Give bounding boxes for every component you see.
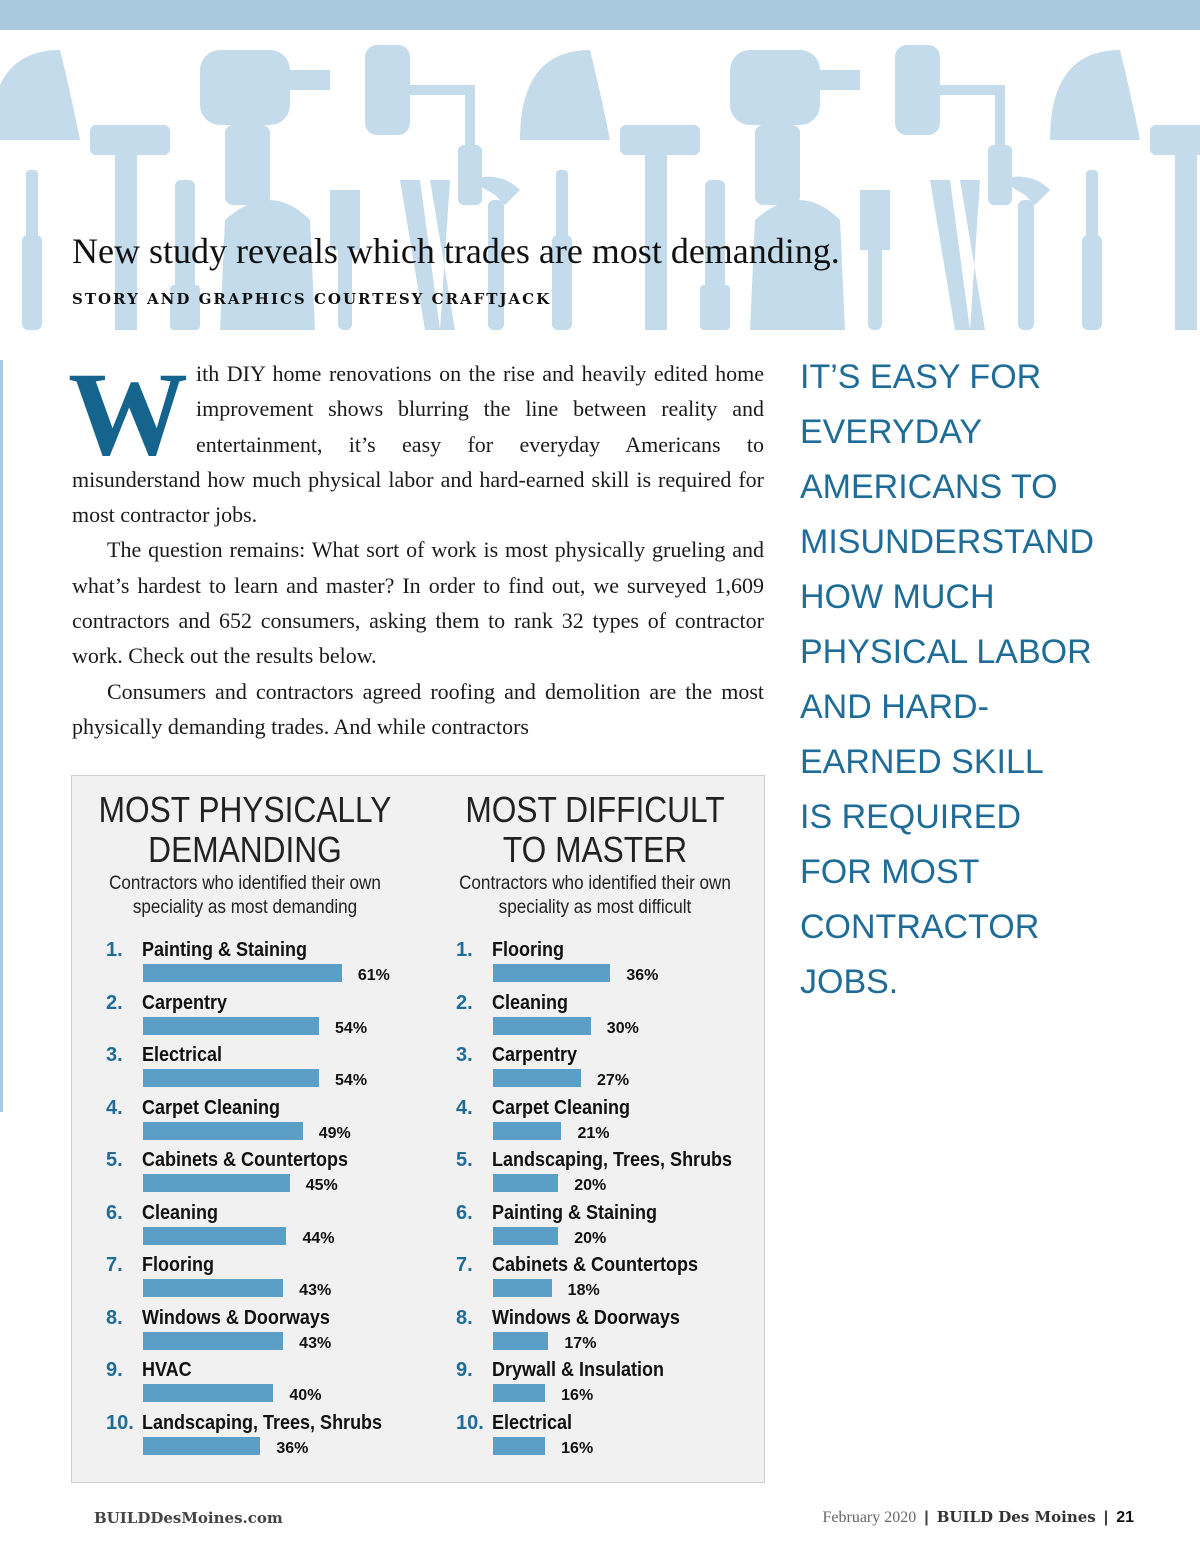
value-bar [143,1122,303,1140]
value-label: 44% [302,1229,335,1247]
footer-date: February 2020 [822,1509,917,1526]
value-bar [143,964,342,982]
hardhat-icon [0,50,80,140]
value-label: 16% [561,1387,594,1404]
value-bar [493,1384,545,1402]
value-label: 21% [577,1124,610,1142]
chart-row [422,1359,768,1411]
rank-number: 8. [456,1306,473,1329]
chart-subtitle: Contractors who identified their own speciality as most difficult [459,873,731,918]
value-bar [143,1279,283,1297]
category-label: Cabinets & Countertops [142,1149,349,1171]
rank-number: 10. [456,1411,484,1434]
chart-row [422,1044,768,1096]
value-label: 54% [335,1072,368,1089]
value-bar [143,1227,286,1245]
category-label: Flooring [142,1254,214,1276]
rank-number: 9. [456,1359,473,1381]
pull-quote-line: IT’S EASY FOR [800,358,1042,396]
pull-quote-line: EVERYDAY [800,413,983,451]
footer-magazine-name: BUILD Des Moines [936,1508,1096,1526]
rank-number: 2. [456,991,473,1014]
category-label: Carpentry [492,1044,578,1066]
footer-separator: | [924,1509,929,1526]
pull-quote-line: FOR MOST [800,853,980,891]
article-body [68,347,764,744]
left-accent-rule [0,360,3,1112]
category-label: Landscaping, Trees, Shrubs [142,1411,383,1434]
chart-row [422,1307,768,1359]
value-label: 61% [357,967,390,984]
value-label: 40% [289,1387,322,1404]
rank-number: 10. [106,1411,134,1434]
chart-row [422,1202,768,1254]
rank-number: 3. [106,1044,123,1066]
category-label: Carpet Cleaning [492,1096,631,1119]
value-label: 18% [567,1282,600,1299]
value-label: 43% [299,1334,332,1352]
rankings-chart-box [71,775,765,1483]
headline: New study reveals which trades are most demanding. [72,231,840,271]
value-label: 27% [597,1072,630,1089]
value-label: 43% [299,1282,332,1299]
category-label: Electrical [142,1044,223,1066]
pull-quote-line: MISUNDERSTAND [800,523,1095,561]
page-number: 21 [1116,1509,1134,1526]
value-label: 20% [574,1177,607,1194]
screwdriver-icon [22,170,42,330]
value-label: 36% [626,967,659,984]
pull-quote-line: PHYSICAL LABOR [800,633,1092,671]
chart-row [72,1307,418,1359]
chart-row [422,1254,768,1306]
category-label: Cleaning [142,1201,219,1224]
pull-quote-line: AMERICANS TO [800,468,1058,506]
article-paragraph-2: The question remains: What sort of work is most physically grueling and what’s hardest to learn and master? In order to find out, we surveyed 1,609 contractors and 652 consumers, asking them to rank 32 types of contractor work. Check out the results below. [72,537,764,669]
value-label: 30% [606,1019,639,1037]
rank-number: 2. [106,991,123,1014]
chart-row [72,1149,418,1201]
value-label: 45% [305,1177,338,1194]
value-bar [493,1122,561,1140]
chart-title: MOST PHYSICALLY DEMANDING [98,789,392,870]
pull-quote-line: CONTRACTOR [800,908,1040,946]
rank-number: 9. [106,1359,123,1381]
value-bar [493,1279,552,1297]
chart-row [72,1097,418,1149]
category-label: Carpentry [142,991,228,1014]
chart-row [422,939,768,991]
value-label: 49% [318,1124,351,1142]
category-label: Cabinets & Countertops [492,1254,699,1276]
rank-number: 6. [456,1201,473,1224]
footer-folio [822,1508,1134,1527]
paragraph-1-text: ith DIY home renovations on the rise and heavily edited home improvement shows blurring the line between reality and entertainment, it’s easy for everyday Americans to misunderstand how much physical labor and hard-earned skill is required for most contractor jobs. [72,361,764,528]
rank-number: 1. [456,939,473,961]
value-label: 17% [564,1334,597,1352]
tools-pattern-banner [0,30,1200,330]
rank-number: 8. [106,1306,123,1329]
value-bar [493,1227,558,1245]
rank-number: 5. [106,1149,123,1171]
category-label: HVAC [142,1359,192,1381]
chart-row [72,992,418,1044]
chart-row [422,1149,768,1201]
value-bar [143,1069,319,1087]
value-label: 16% [561,1439,594,1457]
category-label: Electrical [492,1411,573,1434]
drill-icon [200,50,330,205]
chart-row [72,1412,418,1464]
pull-quote-line: AND HARD- [800,688,989,726]
value-bar [493,1069,581,1087]
rank-number: 1. [106,939,123,961]
pull-quote [800,350,1160,1010]
value-bar [143,1017,319,1035]
rank-number: 4. [106,1096,123,1119]
chart-row [72,1044,418,1096]
rank-number: 6. [106,1201,123,1224]
value-bar [143,1332,283,1350]
rank-number: 7. [456,1254,473,1276]
article-paragraph-3: Consumers and contractors agreed roofing and demolition are the most physically demanding trades. And while contractors [72,678,764,739]
chart-row [72,1359,418,1411]
tool-tile [0,45,520,330]
chart-row [422,1097,768,1149]
chart-row [422,1412,768,1464]
category-label: Drywall & Insulation [492,1359,665,1381]
value-bar [493,1017,591,1035]
pull-quote-line: JOBS. [800,963,899,1001]
chart-title: MOST DIFFICULT TO MASTER [465,789,725,870]
footer-website: BUILDDesMoines.com [94,1509,283,1527]
value-bar [493,964,610,982]
category-label: Carpet Cleaning [142,1096,281,1119]
chart-row [72,939,418,991]
category-label: Painting & Staining [142,939,308,961]
chart-subtitle: Contractors who identified their own speciality as most demanding [109,873,381,918]
article-paragraph-1 [68,347,764,532]
pull-quote-line: IS REQUIRED [800,798,1022,836]
rank-number: 7. [106,1254,123,1276]
category-label: Painting & Staining [492,1201,658,1224]
value-bar [143,1437,260,1455]
byline: STORY AND GRAPHICS COURTESY CRAFTJACK [72,290,552,308]
rank-number: 4. [456,1096,473,1119]
top-color-bar [0,0,1200,30]
category-label: Flooring [492,939,564,961]
rank-number: 5. [456,1149,473,1171]
chart-row [422,992,768,1044]
value-bar [493,1332,548,1350]
chart-row [72,1254,418,1306]
rank-number: 3. [456,1044,473,1066]
value-bar [493,1437,545,1455]
value-bar [143,1384,273,1402]
pull-quote-line: HOW MUCH [800,578,995,616]
category-label: Windows & Doorways [492,1306,680,1329]
value-bar [143,1174,290,1192]
paint-roller-icon [365,45,482,205]
value-label: 54% [335,1019,368,1037]
drop-cap: W [68,347,188,480]
pull-quote-line: EARNED SKILL [800,743,1044,781]
chart-row [72,1202,418,1254]
value-label: 20% [574,1229,607,1247]
value-bar [493,1174,558,1192]
category-label: Cleaning [492,991,569,1014]
category-label: Landscaping, Trees, Shrubs [492,1149,733,1171]
value-label: 36% [276,1439,309,1457]
footer-separator: | [1103,1509,1109,1526]
category-label: Windows & Doorways [142,1306,330,1329]
